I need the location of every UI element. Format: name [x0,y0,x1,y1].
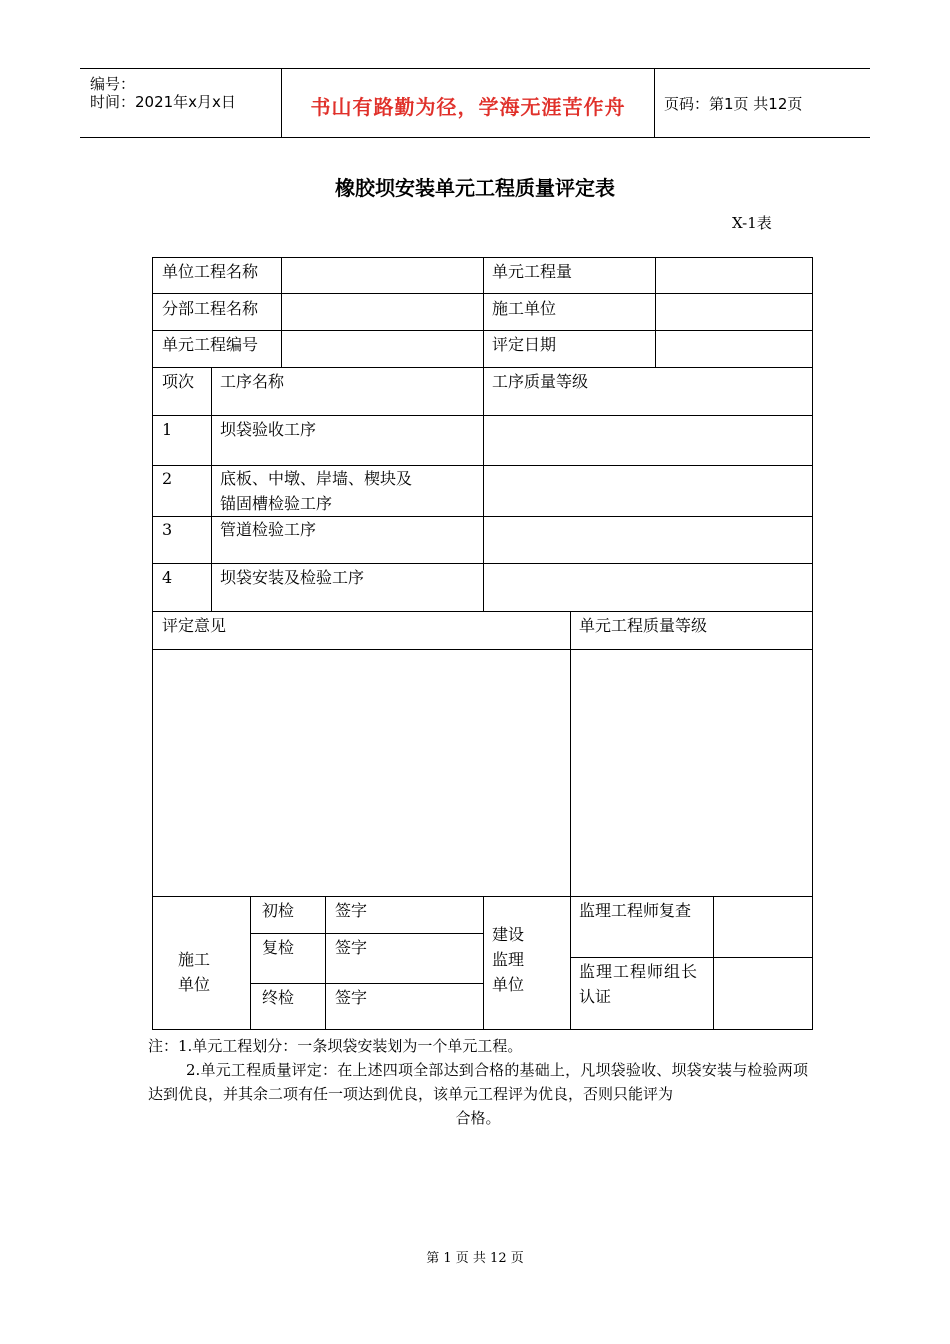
col-rule [211,367,212,612]
note-2-end: 合格。 [455,1109,501,1127]
process-name-header: 工序名称 [220,372,285,391]
process-name: 管道检验工序 [220,520,317,539]
row-rule [250,983,484,984]
page-footer: 第 1 页 共 12 页 [426,1251,524,1266]
signature-label: 签字 [335,988,368,1007]
page-info: 页码：第1页 共12页 [664,95,803,113]
process-name: 底板、中墩、岸墙、楔块及 [220,469,413,488]
construction-unit-label: 施工单位 [492,299,557,318]
row-rule [570,957,813,958]
col-rule [713,896,714,1030]
time-label: 时间：2021年x月x日 [90,93,236,111]
process-name-continued: 锚固槽检验工序 [220,494,333,513]
motto-banner: 书山有路勤为径，学海无涯苦作舟 [310,95,626,119]
supervisor-label-line2: 监理 [492,950,525,969]
form-number: X-1表 [732,214,772,232]
page-header [80,68,870,138]
contractor-label-line2: 单位 [178,975,211,994]
item-no-header: 项次 [162,372,195,391]
col-rule [483,896,484,1030]
engineer-review-label: 监理工程师复查 [579,901,692,920]
process-no: 3 [162,520,173,539]
unit-grade-label: 单元工程质量等级 [579,616,708,635]
col-rule [325,896,326,1030]
team-leader-certify-label: 监理工程师组长 [579,962,699,981]
contractor-label: 施工 [178,950,211,969]
col-rule [250,896,251,1030]
stage-label: 终检 [262,988,295,1007]
process-no: 4 [162,568,173,587]
process-no: 1 [162,420,173,439]
page-title: 橡胶坝安装单元工程质量评定表 [335,176,615,200]
evaluation-form [152,257,813,1030]
table-border [812,257,813,1030]
col-rule [483,257,484,612]
process-name: 坝袋验收工序 [220,420,317,439]
team-leader-certify-label-line2: 认证 [579,987,612,1006]
notes [148,1034,808,1130]
note-1: 注：1.单元工程划分：一条坝袋安装划为一个单元工程。 [148,1037,523,1055]
serial-number-label: 编号： [90,75,136,93]
process-no: 2 [162,469,173,488]
unit-project-name-label: 单位工程名称 [162,262,259,281]
row-rule [250,933,484,934]
stage-label: 复检 [262,938,295,957]
supervisor-label-line3: 单位 [492,975,525,994]
row-rule [152,649,813,650]
unit-project-number-label: 单元工程编号 [162,335,259,354]
division-project-name-label: 分部工程名称 [162,299,259,318]
unit-quantity-label: 单元工程量 [492,262,573,281]
col-rule [655,257,656,368]
signature-label: 签字 [335,938,368,957]
header-divider [654,69,655,137]
signature-label: 签字 [335,901,368,920]
stage-label: 初检 [262,901,295,920]
supervisor-label: 建设 [492,925,525,944]
process-name: 坝袋安装及检验工序 [220,568,365,587]
opinion-label: 评定意见 [162,616,227,635]
process-grade-header: 工序质量等级 [492,372,589,391]
col-rule [570,611,571,1030]
evaluation-date-label: 评定日期 [492,335,557,354]
table-border [152,257,153,1030]
col-rule [281,257,282,368]
note-2: 2.单元工程质量评定：在上述四项全部达到合格的基础上，凡坝袋验收、坝袋安装与检验两项达到优良，并其余二项有任一项达到优良，该单元工程评为优良，否则只能评为 [148,1061,808,1103]
